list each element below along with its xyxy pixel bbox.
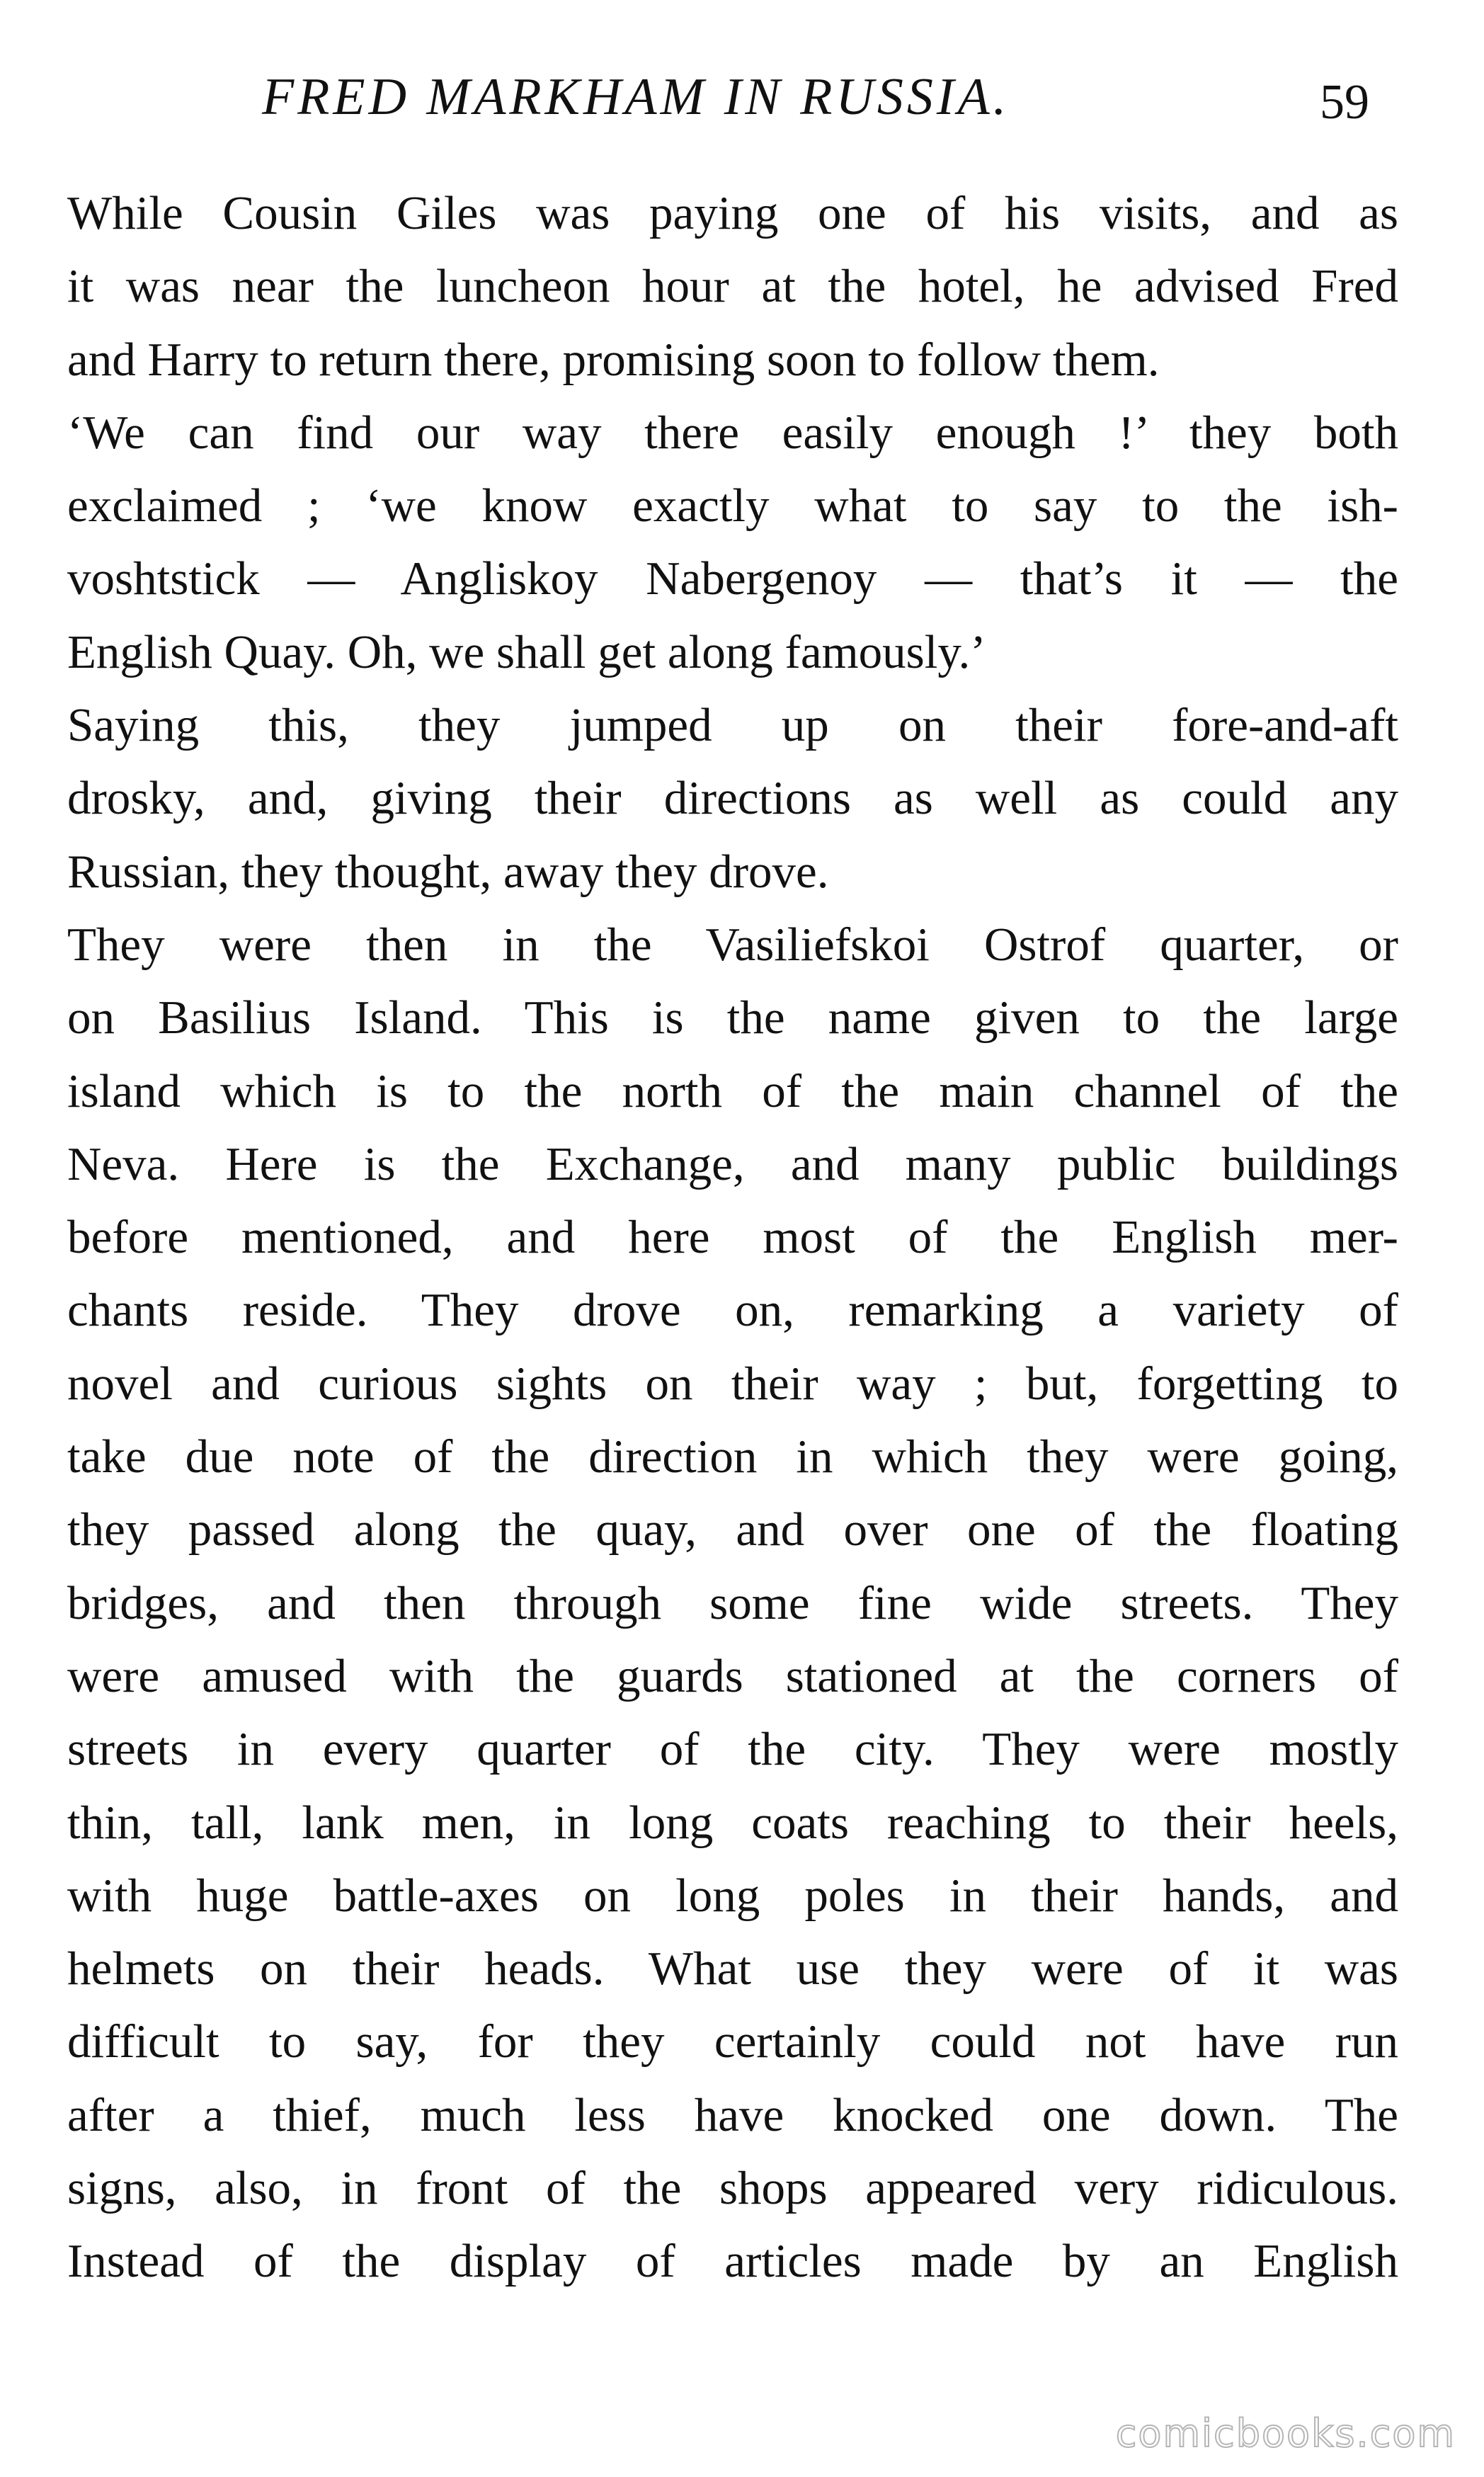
text-line: they passed along the quay, and over one of the floating <box>67 1503 1398 1556</box>
text-line: and Harry to return there, promising soon to follow them. <box>67 333 1160 386</box>
text-line: after a thief, much less have knocked one down. The <box>67 2088 1398 2141</box>
text-line: novel and curious sights on their way ; but, forgetting to <box>67 1357 1398 1410</box>
text-line: difficult to say, for they certainly could not have run <box>67 2015 1398 2068</box>
text-line: bridges, and then through some fine wide streets. They <box>67 1576 1398 1629</box>
text-line: chants reside. They drove on, remarking a variety of <box>67 1284 1398 1337</box>
page-number: 59 <box>1320 75 1369 130</box>
running-title: FRED MARKHAM IN RUSSIA. <box>262 68 1010 126</box>
text-line: take due note of the direction in which they were going, <box>67 1430 1398 1484</box>
text-line: English Quay. Oh, we shall get along famously.’ <box>67 625 986 678</box>
text-line: it was near the luncheon hour at the hotel, he advised Fred <box>67 260 1398 313</box>
text-line: voshtstick — Angliskoy Nabergenoy — that’s it — the <box>67 552 1398 605</box>
text-line: exclaimed ; ‘we know exactly what to say to the ish- <box>67 479 1398 533</box>
text-line: helmets on their heads. What use they were of it was <box>67 1942 1398 1995</box>
text-line: before mentioned, and here most of the English mer- <box>67 1211 1398 1264</box>
text-line: thin, tall, lank men, in long coats reaching to their heels, <box>67 1796 1398 1849</box>
text-line: Neva. Here is the Exchange, and many public buildings <box>67 1137 1398 1190</box>
text-line: drosky, and, giving their directions as well as could any <box>67 772 1398 825</box>
watermark: comicbooks.com <box>1115 2411 1456 2456</box>
body-text <box>67 177 1398 2299</box>
text-line: Russian, they thought, away they drove. <box>67 845 829 898</box>
text-line: They were then in the Vasiliefskoi Ostrof quarter, or <box>67 918 1398 971</box>
text-line: were amused with the guards stationed at the corners of <box>67 1649 1398 1702</box>
running-head <box>0 65 1484 129</box>
text-line: Saying this, they jumped up on their fore-and-aft <box>67 699 1398 752</box>
text-line: Instead of the display of articles made by an English <box>67 2235 1398 2288</box>
text-line: While Cousin Giles was paying one of his visits, and as <box>67 187 1398 239</box>
text-line: island which is to the north of the main channel of the <box>67 1064 1398 1117</box>
text-line: ‘We can find our way there easily enough !’ they both <box>67 406 1398 459</box>
text-line: streets in every quarter of the city. They were mostly <box>67 1723 1398 1776</box>
text-line: signs, also, in front of the shops appeared very ridiculous. <box>67 2162 1398 2215</box>
text-line: with huge battle-axes on long poles in their hands, and <box>67 1869 1398 1922</box>
text-line: on Basilius Island. This is the name given to the large <box>67 991 1398 1044</box>
